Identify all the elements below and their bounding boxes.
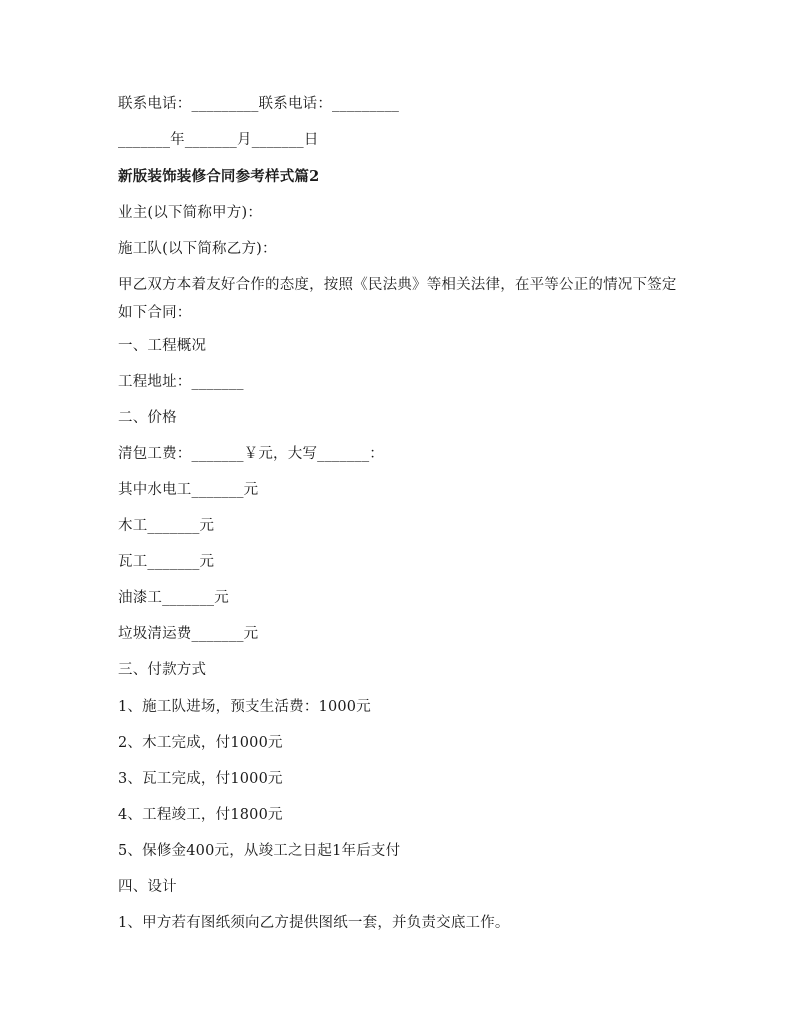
labor-fee-line: 清包工费：_______￥元，大写_______： <box>118 446 384 462</box>
plumbing-electric-line: 其中水电工_______元 <box>118 482 259 498</box>
payment-item-5: 5、保修金400元，从竣工之日起1年后支付 <box>118 843 401 859</box>
payment-item-4: 4、工程竣工，付1800元 <box>118 807 283 823</box>
waste-removal-line: 垃圾清运费_______元 <box>118 626 259 642</box>
design-heading: 四、设计 <box>118 879 177 895</box>
carpentry-line: 木工_______元 <box>118 518 215 534</box>
owner-line: 业主(以下简称甲方)： <box>118 205 263 221</box>
date-line: _______年_______月_______日 <box>118 132 319 148</box>
design-item-1: 1、甲方若有图纸须向乙方提供图纸一套，并负责交底工作。 <box>118 915 510 931</box>
project-address-line: 工程地址：_______ <box>118 374 244 390</box>
price-heading: 二、价格 <box>118 410 177 426</box>
payment-item-2: 2、木工完成，付1000元 <box>118 735 283 751</box>
tiling-line: 瓦工_______元 <box>118 554 215 570</box>
project-overview-heading: 一、工程概况 <box>118 338 207 354</box>
payment-item-1: 1、施工队进场，预支生活费：1000元 <box>118 699 371 715</box>
painting-line: 油漆工_______元 <box>118 590 229 606</box>
contact-phone-line: 联系电话：_________联系电话：_________ <box>118 96 400 112</box>
section-heading: 新版装饰装修合同参考样式篇2 <box>118 168 320 185</box>
intro-paragraph: 甲乙双方本着友好合作的态度，按照《民法典》等相关法律，在平等公正的情况下签定如下合同： <box>118 277 677 321</box>
contractor-line: 施工队(以下简称乙方)： <box>118 241 277 257</box>
payment-heading: 三、付款方式 <box>118 662 207 678</box>
payment-item-3: 3、瓦工完成，付1000元 <box>118 771 283 787</box>
